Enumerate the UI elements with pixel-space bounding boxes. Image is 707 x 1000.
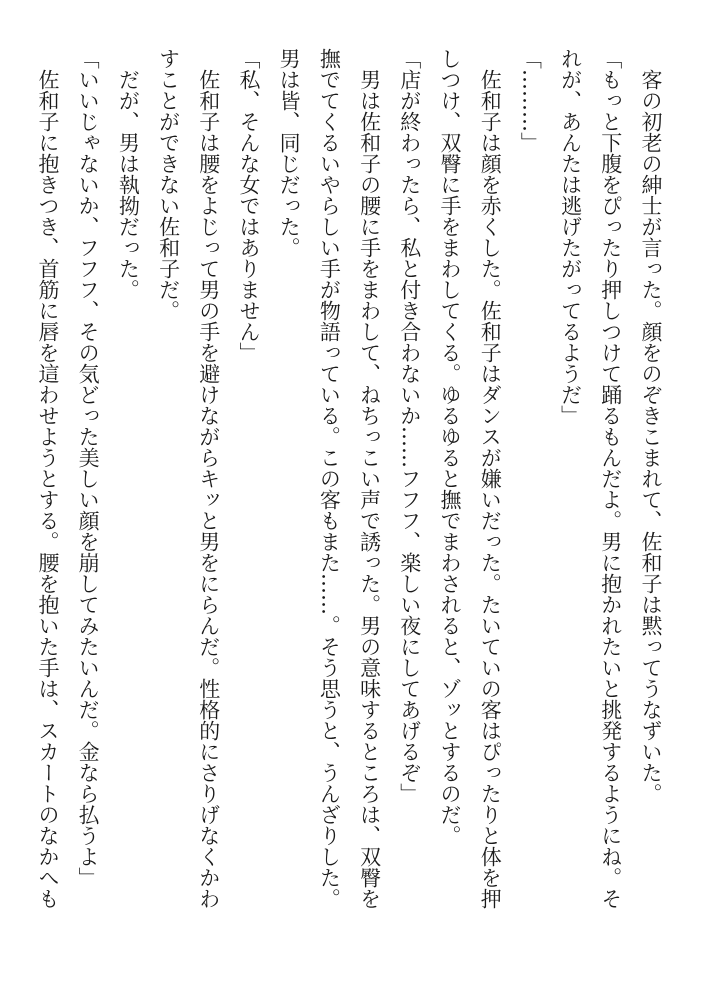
text-column-10: 男は皆、同じだった。 bbox=[277, 48, 302, 258]
text-column-9: 撫でてくるいやらしい手が物語っている。この客もまた……。そう思うと、うんざりした。 bbox=[317, 48, 342, 909]
text-column-11: 「私、そんな女ではありません」 bbox=[236, 48, 261, 363]
text-column-16: 佐和子に抱きつき、首筋に唇を這わせようとする。腰を抱いた手は、スカートのなかへも bbox=[35, 48, 60, 909]
text-column-8: 男は佐和子の腰に手をまわして、ねちっこい声で誘った。男の意味するところは、双臀を bbox=[357, 48, 382, 909]
text-column-4: 「………」 bbox=[518, 48, 543, 153]
text-column-6: しつけ、双臀に手をまわしてくる。ゆるゆると撫でまわされると、ゾッとするのだ。 bbox=[437, 48, 462, 846]
text-column-1: 客の初老の紳士が言った。顔をのぞきこまれて、佐和子は黙ってうなずいた。 bbox=[639, 48, 663, 804]
text-column-13: すことができない佐和子だ。 bbox=[156, 48, 181, 321]
text-column-2: 「もっと下腹をぴったり押しつけて踊るもんだよ。男に抱かれたいと挑発するようにね。そ bbox=[598, 48, 623, 909]
text-column-7: 「店が終わったら、私と付き合わないか……フフフ、楽しい夜にしてあげるぞ」 bbox=[397, 48, 422, 804]
vertical-text-body bbox=[28, 48, 671, 978]
text-column-14: だが、男は執拗だった。 bbox=[116, 48, 141, 300]
text-column-3: れが、あんたは逃げたがってるようだ」 bbox=[558, 48, 583, 426]
text-column-15: 「いいじゃないか、フフフ、その気どった美しい顔を崩してみたいんだ。金なら払うよ」 bbox=[76, 48, 101, 888]
text-column-12: 佐和子は腰をよじって男の手を避けながらキッと男をにらんだ。性格的にさりげなくかわ bbox=[196, 48, 221, 909]
text-column-5: 佐和子は顔を赤くした。佐和子はダンスが嫌いだった。たいていの客はぴったりと体を押 bbox=[478, 48, 503, 909]
